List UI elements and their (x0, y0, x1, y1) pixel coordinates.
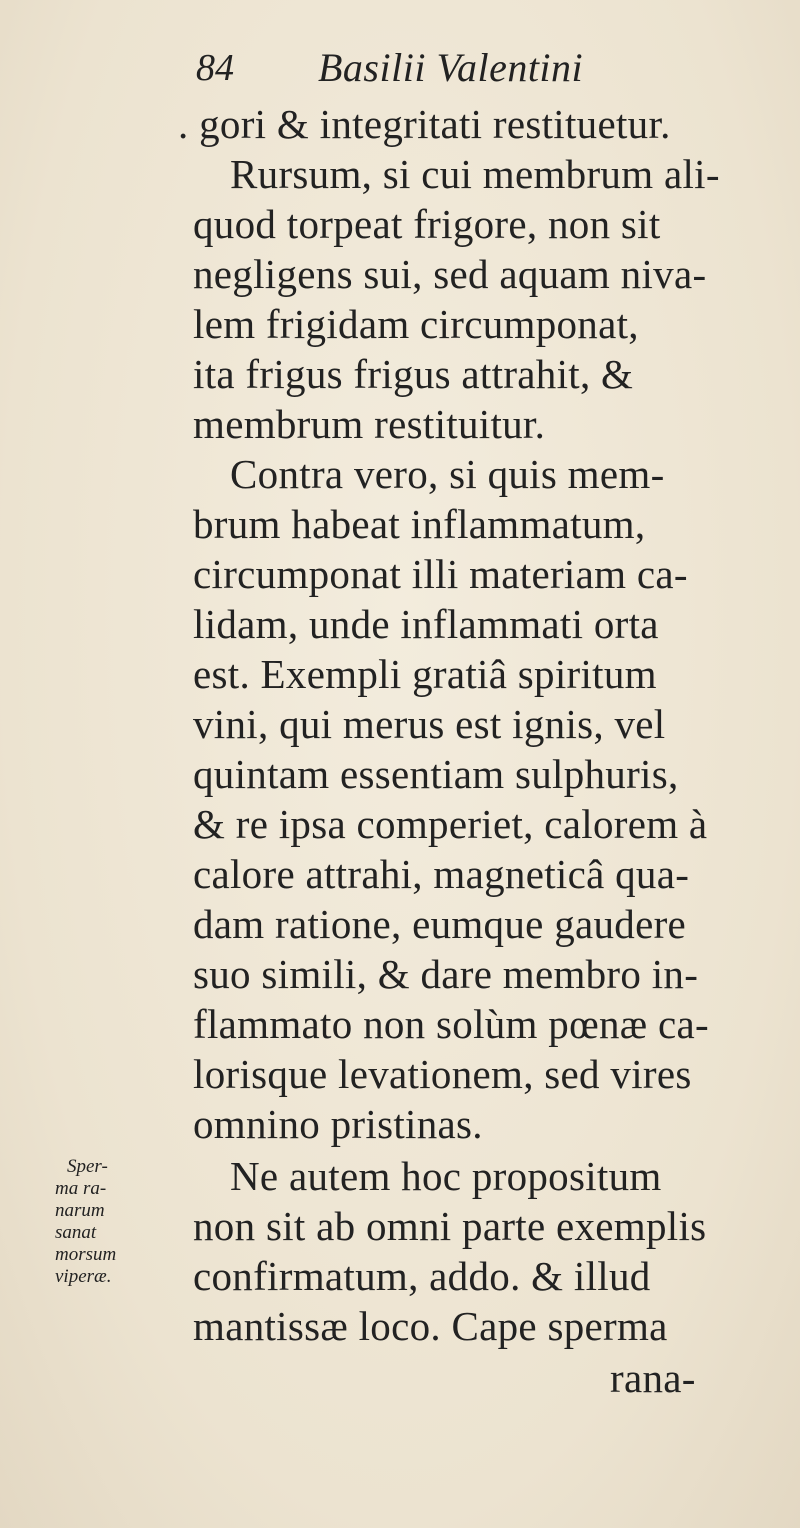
margin-note-line: ma ra- (55, 1178, 107, 1199)
margin-note-line: viperæ. (55, 1266, 112, 1287)
text-line: est. Exempli gratiâ spiritum (193, 651, 657, 697)
text-line: quintam essentiam sulphuris, (193, 751, 679, 797)
margin-note (55, 1156, 175, 1288)
margin-note-line: narum (55, 1200, 105, 1221)
text-line: flammato non solùm pœnæ ca- (193, 1001, 709, 1047)
text-line: dam ratione, eumque gaudere (193, 901, 687, 947)
text-line: Rursum, si cui membrum ali- (230, 151, 720, 197)
margin-note-line: Sper- (67, 1156, 108, 1177)
text-line: calore attrahi, magneticâ qua- (193, 851, 690, 897)
margin-note-line: sanat (55, 1222, 97, 1243)
text-line: Contra vero, si quis mem- (230, 451, 665, 497)
running-title: Basilii Valentini (318, 45, 584, 90)
text-line: circumponat illi materiam ca- (193, 551, 688, 597)
text-line: Ne autem hoc propositum (230, 1153, 662, 1199)
text-line: vini, qui merus est ignis, vel (193, 701, 666, 747)
page-number: 84 (196, 47, 234, 89)
text-line: lorisque levationem, sed vires (193, 1051, 692, 1097)
text-line: lem frigidam circumponat, (193, 301, 639, 347)
catchword: rana- (610, 1355, 696, 1401)
text-line: brum habeat inflammatum, (193, 501, 646, 547)
page-header (0, 38, 800, 98)
text-line: membrum restituitur. (193, 401, 546, 447)
text-line: non sit ab omni parte exemplis (193, 1203, 707, 1249)
text-line: negligens sui, sed aquam niva- (193, 251, 707, 297)
text-line: . gori & integritati restituetur. (178, 101, 671, 147)
text-line: omnino pristinas. (193, 1101, 483, 1147)
text-line: ita frigus frigus attrahit, & (193, 351, 634, 397)
text-line: lidam, unde inflammati orta (193, 601, 659, 647)
text-line: quod torpeat frigore, non sit (193, 201, 661, 247)
margin-note-line: morsum (55, 1244, 117, 1265)
text-line: suo simili, & dare membro in- (193, 951, 699, 997)
text-line: mantissæ loco. Cape sperma (193, 1303, 668, 1349)
text-line: confirmatum, addo. & illud (193, 1253, 651, 1299)
text-line: & re ipsa comperiet, calorem à (193, 801, 708, 847)
